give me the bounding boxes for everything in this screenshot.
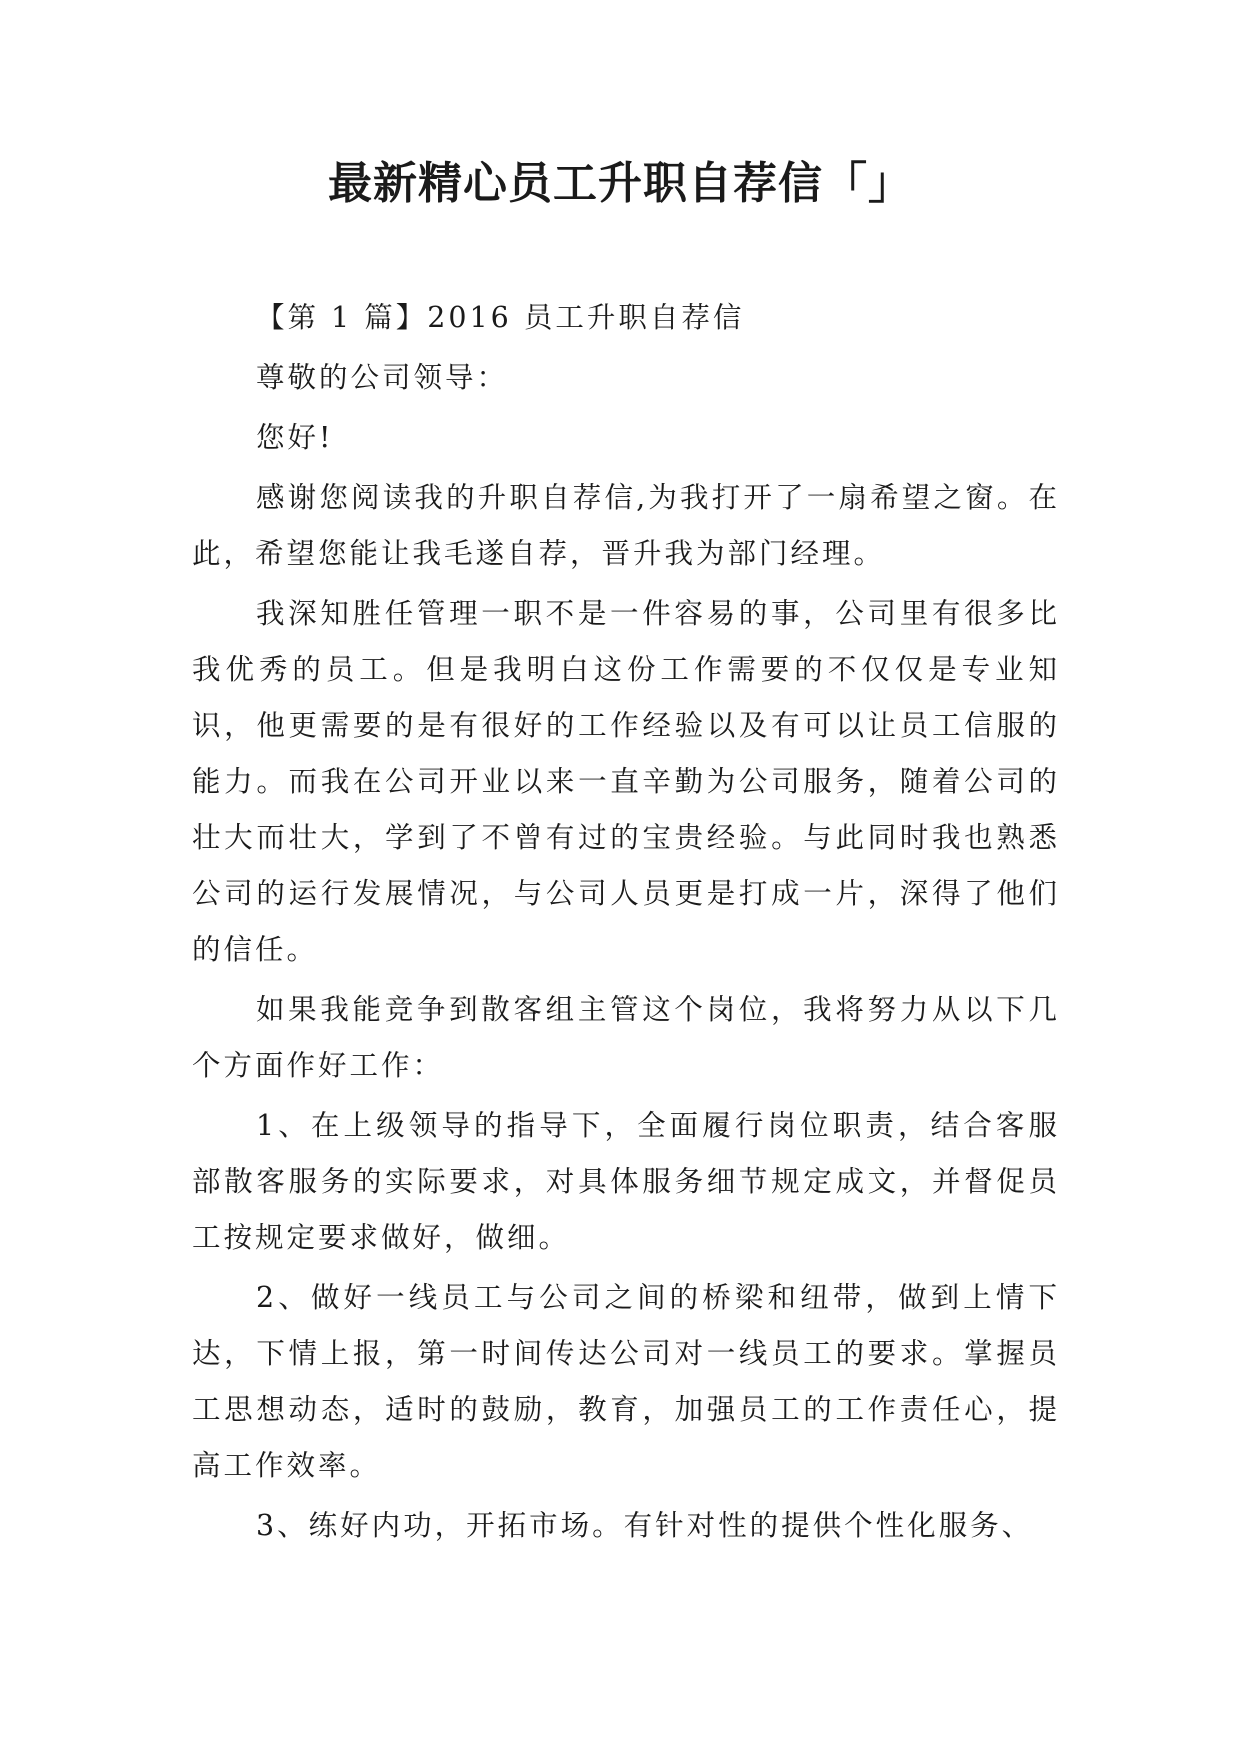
document-title: 最新精心员工升职自荐信「」 xyxy=(328,158,913,209)
salutation: 尊敬的公司领导： xyxy=(256,361,509,394)
greeting: 您好! xyxy=(256,421,334,454)
list-item: 3、练好内功，开拓市场。有针对性的提供个性化服务、 xyxy=(256,1509,1034,1542)
body-paragraph: 如果我能竞争到散客组主管这个岗位，我将努力从以下几个方面作好工作： xyxy=(192,993,1060,1082)
body-paragraph: 感谢您阅读我的升职自荐信,为我打开了一扇希望之窗。在此，希望您能让我毛遂自荐，晋升我为部门经理。 xyxy=(192,481,1060,570)
list-item: 2、做好一线员工与公司之间的桥梁和纽带，做到上情下达，下情上报，第一时间传达公司对一线员工的要求。掌握员工思想动态，适时的鼓励，教育，加强员工的工作责任心，提高工作效率。 xyxy=(192,1281,1060,1482)
list-item: 1、在上级领导的指导下，全面履行岗位职责，结合客服部散客服务的实际要求，对具体服务细节规定成文，并督促员工按规定要求做好，做细。 xyxy=(192,1109,1060,1254)
body-paragraph: 我深知胜任管理一职不是一件容易的事，公司里有很多比我优秀的员工。但是我明白这份工作需要的不仅仅是专业知识，他更需要的是有很好的工作经验以及有可以让员工信服的能力。而我在公司开业以来一直辛勤为公司服务，随着公司的壮大而壮大，学到了不曾有过的宝贵经验。与此同时我也熟悉公司的运行发展情况，与公司人员更是打成一片，深得了他们的信任。 xyxy=(192,597,1060,966)
section-heading: 【第 1 篇】2016 员工升职自荐信 xyxy=(256,301,745,334)
document-body xyxy=(192,290,1060,1558)
